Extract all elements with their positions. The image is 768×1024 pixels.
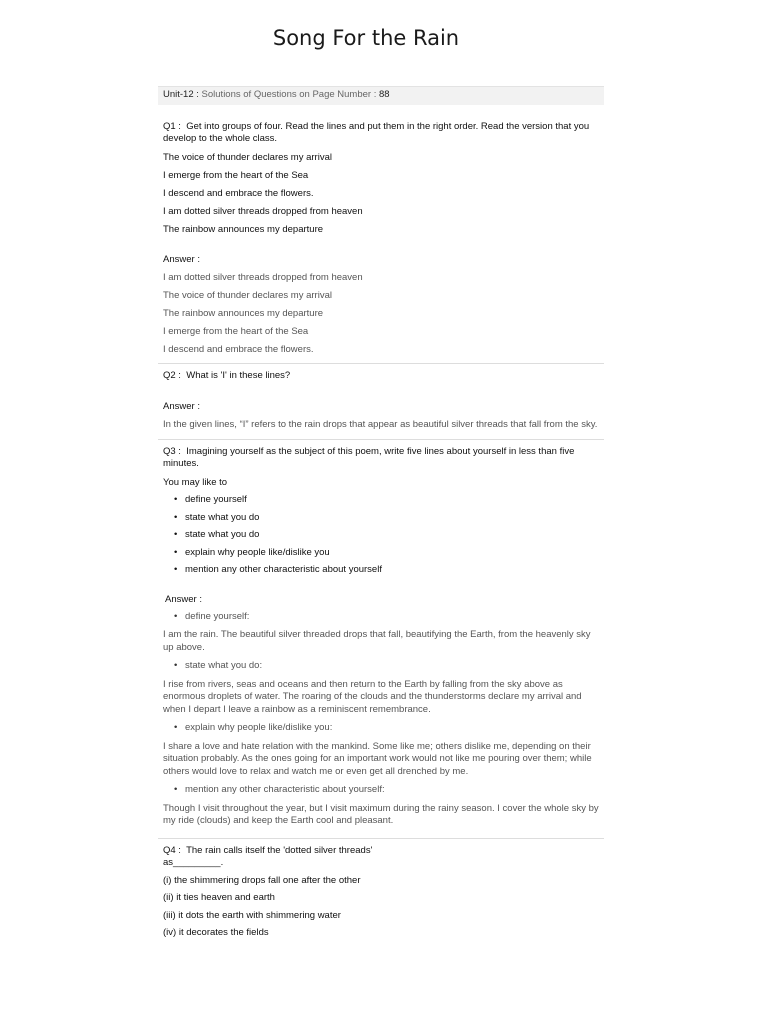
question-3-intro: You may like to [163, 476, 228, 488]
question-3-label: Q3 : [163, 445, 181, 457]
unit-label: Unit-12 : [163, 89, 199, 100]
bullet-item: • explain why people like/dislike you [185, 547, 599, 565]
question-1-line: I am dotted silver threads dropped from heaven [163, 205, 363, 217]
question-1-line: The rainbow announces my departure [163, 223, 324, 235]
answer-paragraph: I rise from rivers, seas and oceans and then return to the Earth by falling from the sky above as enormous droplets of water. The roaring of the clouds and the thunderstorms declare my arrival and when I depart I leave a rainbow as a reminiscent remembrance. [163, 678, 582, 715]
question-1-heading [163, 121, 599, 146]
question-2-heading [163, 370, 599, 383]
question-4-text-blank: as_________. [163, 857, 224, 868]
question-3 [158, 440, 604, 828]
answer-line: The rainbow announces my departure [163, 308, 324, 319]
question-4-heading [163, 845, 599, 858]
question-1-line: The voice of thunder declares my arrival [163, 151, 332, 163]
question-3-bullets [163, 494, 599, 577]
bullet-item: • state what you do [185, 512, 599, 530]
unit-header [158, 86, 604, 105]
answer-bullet: • state what you do: [185, 660, 599, 673]
question-4-label: Q4 : [163, 844, 181, 856]
page-title: Song For the Rain [272, 26, 460, 50]
option-item: (iv) it decorates the fields [163, 927, 269, 938]
answer-paragraph: Though I visit throughout the year, but I visit maximum during the rainy season. I cover the whole sky by my ride (clouds) and keep the Earth cool and pleasant. [163, 802, 599, 826]
question-2-label: Q2 : [163, 370, 181, 381]
question-4 [158, 839, 604, 941]
solutions-content [158, 86, 604, 940]
unit-page-number: 88 [378, 89, 390, 100]
question-2-answer: In the given lines, “I” refers to the rain drops that appear as beautiful silver threads that fall from the sky. [163, 419, 598, 430]
question-2 [158, 364, 604, 432]
answer-section-bullet [163, 784, 599, 797]
question-1 [158, 105, 604, 358]
question-2-text: What is 'I' in these lines? [186, 370, 291, 381]
option-item: (iii) it dots the earth with shimmering water [163, 909, 341, 921]
bullet-item: • mention any other characteristic about yourself [185, 564, 599, 577]
answer-paragraph: I am the rain. The beautiful silver threaded drops that fall, beautifying the Earth, from the heavenly sky up above. [163, 629, 591, 653]
question-1-line: I descend and embrace the flowers. [163, 187, 314, 199]
answer-section-bullet [163, 660, 599, 673]
question-3-text: Imagining yourself as the subject of this poem, write five lines about yourself in less than five minutes. [163, 445, 575, 469]
option-item: (ii) it ties heaven and earth [163, 892, 275, 903]
answer-line: I emerge from the heart of the Sea [163, 326, 309, 337]
answer-line: I am dotted silver threads dropped from heaven [163, 272, 363, 283]
answer-section-bullet [163, 611, 599, 624]
question-1-answer-lines [163, 272, 599, 357]
answer-bullet: • explain why people like/dislike you: [185, 722, 599, 735]
answer-label: Answer : [163, 253, 200, 265]
question-1-text: Get into groups of four. Read the lines and put them in the right order. Read the version that you develop to the whole class. [163, 120, 590, 144]
unit-description: Solutions of Questions on Page Number : [201, 89, 377, 100]
question-1-lines [163, 152, 599, 242]
question-3-heading [163, 446, 599, 471]
answer-bullet: • mention any other characteristic about yourself: [185, 784, 599, 797]
answer-label: Answer : [165, 594, 202, 605]
question-4-text: The rain calls itself the 'dotted silver threads' [186, 844, 373, 856]
answer-label: Answer : [163, 400, 200, 412]
question-4-options [163, 875, 599, 941]
answer-paragraph: I share a love and hate relation with the mankind. Some like me; others dislike me, depending on their situation probably. As the ones going for an important work would not like me pouring over them; while others would love to relax and watch me or even get all drenched by me. [163, 740, 592, 777]
bullet-item: • define yourself [185, 494, 599, 512]
option-item: (i) the shimmering drops fall one after the other [163, 874, 361, 886]
question-1-label: Q1 : [163, 120, 181, 132]
bullet-item: • state what you do [185, 529, 599, 547]
question-1-line: I emerge from the heart of the Sea [163, 169, 309, 181]
answer-section-bullet [163, 722, 599, 735]
answer-line: I descend and embrace the flowers. [163, 344, 314, 355]
answer-bullet: • define yourself: [185, 611, 599, 624]
answer-line: The voice of thunder declares my arrival [163, 290, 332, 301]
